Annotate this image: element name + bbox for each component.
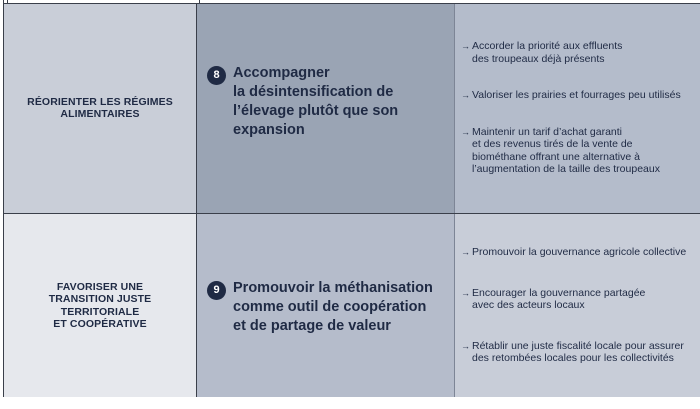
- arrow-right-icon: →: [461, 247, 470, 258]
- action-item: [455, 126, 700, 176]
- table-row-9: [4, 213, 700, 397]
- action-text: Encourager la gouvernance partagée avec des acteurs locaux: [472, 286, 646, 312]
- measure-title: Accompagner la désintensification de l’élevage plutôt que son expansion: [233, 65, 399, 138]
- action-text: Valoriser les prairies et fourrages peu utilisés: [472, 89, 681, 102]
- action-item: [455, 40, 700, 65]
- arrow-right-icon: →: [461, 340, 470, 351]
- action-item: [455, 287, 700, 312]
- measure-block: [197, 64, 398, 140]
- action-text: Accorder la priorité aux effluents des troupeaux déjà présents: [472, 40, 623, 65]
- arrow-right-icon: →: [461, 126, 470, 137]
- measures-table: [3, 0, 700, 397]
- action-item: [455, 340, 700, 365]
- actions-cell: [455, 214, 700, 397]
- action-text: Maintenir un tarif d’achat garanti et des revenus tirés de la vente de biométhane offrant une alternative à l’augmentation de la taille des troupeaux: [472, 125, 660, 176]
- action-item: [455, 246, 700, 259]
- action-text: Rétablir une juste fiscalité locale pour assurer des retombées locales pour les collectivités: [472, 339, 684, 365]
- category-label: FAVORISER UNE TRANSITION JUSTE TERRITORIALE ET COOPÉRATIVE: [48, 280, 152, 330]
- category-label: RÉORIENTER LES RÉGIMES ALIMENTAIRES: [27, 95, 173, 120]
- arrow-right-icon: →: [461, 287, 470, 298]
- action-item: [455, 89, 700, 102]
- category-cell: [4, 3, 197, 213]
- measure-number-badge: 8: [207, 66, 226, 85]
- category-cell: [4, 214, 197, 397]
- action-text: Promouvoir la gouvernance agricole collective: [472, 246, 687, 259]
- arrow-right-icon: →: [461, 90, 470, 101]
- table-row-8: [4, 3, 700, 213]
- measure-number-badge: 9: [207, 281, 226, 300]
- measure-block: [197, 279, 433, 336]
- actions-cell: [455, 3, 700, 213]
- row-separator-top: [4, 3, 700, 4]
- measure-cell: [197, 214, 455, 397]
- measure-title: Promouvoir la méthanisation comme outil de coopération et de partage de valeur: [233, 280, 433, 334]
- arrow-right-icon: →: [461, 41, 470, 52]
- measure-cell: [197, 3, 455, 213]
